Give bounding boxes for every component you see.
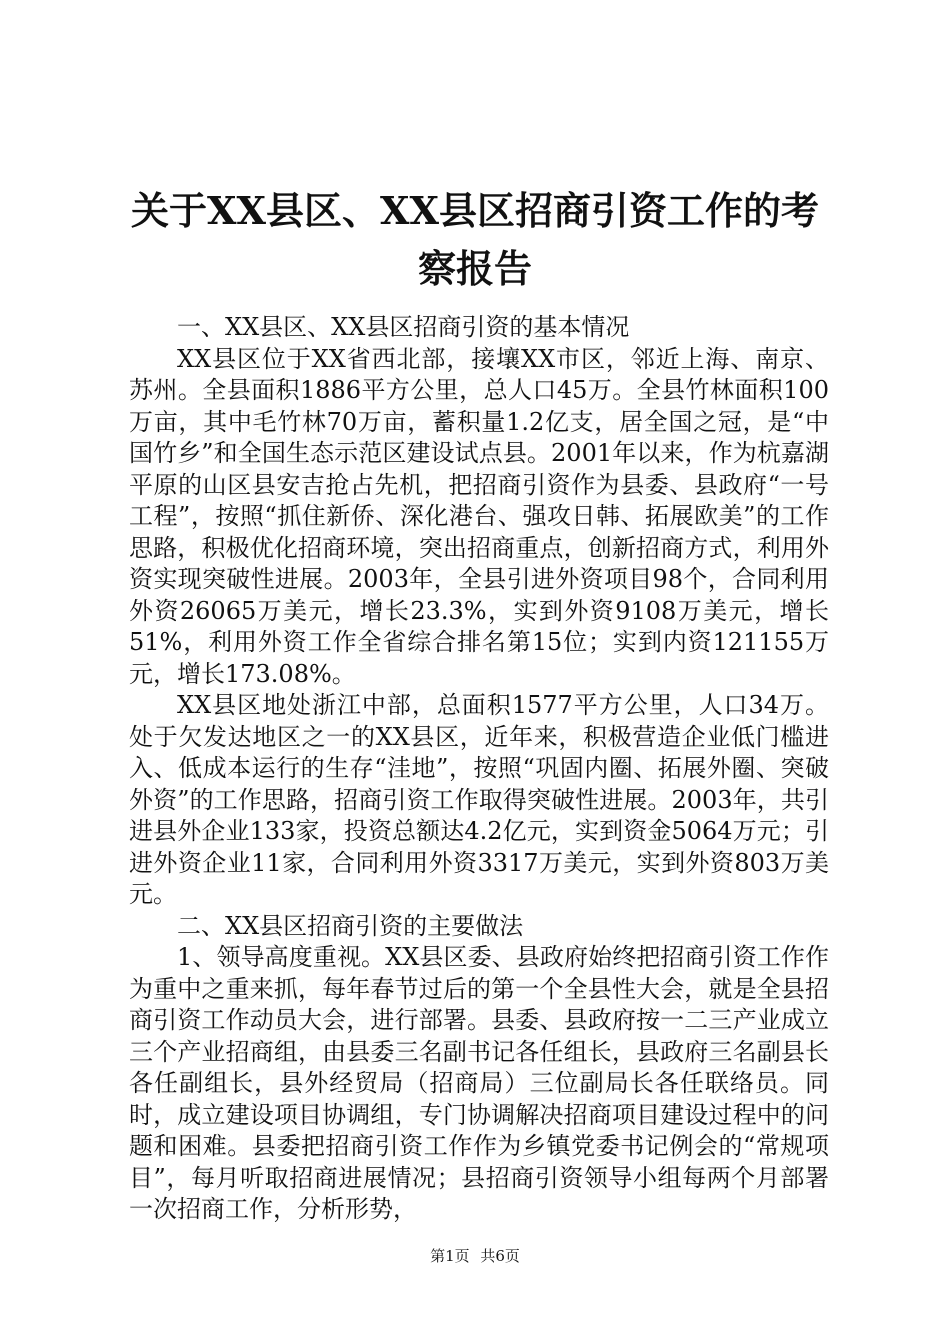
page-number: 第1页 xyxy=(430,1247,470,1265)
page-total: 共6页 xyxy=(480,1247,520,1265)
document-title: 关于XX县区、XX县区招商引资工作的考察报告 xyxy=(131,188,819,291)
section-heading-1: 一、XX县区、XX县区招商引资的基本情况 xyxy=(177,313,630,341)
paragraph-leadership: 1、领导高度重视。XX县区委、县政府始终把招商引资工作作为重中之重来抓，每年春节过后的第一个全县性大会，就是全县招商引资工作动员大会，进行部署。县委、县政府按一二三产业成立三个产业招商组，由县委三名副书记各任组长，县政府三名副县长各任副组长，县外经贸局（招商局）三位副局长各任联络员。同时，成立建设项目协调组，专门协调解决招商项目建设过程中的问题和困难。县委把招商引资工作作为乡镇党委书记例会的“常规项目”，每月听取招商进展情况；县招商引资领导小组每两个月部署一次招商工作，分析形势， xyxy=(129,943,829,1223)
paragraph-county-a: XX县区位于XX省西北部，接壤XX市区，邻近上海、南京、苏州。全县面积1886平方公里，总人口45万。全县竹林面积100万亩，其中毛竹林70万亩，蓄积量1.2亿支，居全国之冠，是“中国竹乡”和全国生态示范区建设试点县。2001年以来，作为杭嘉湖平原的山区县安吉抢占先机，把招商引资作为县委、县政府“一号工程”，按照“抓住新侨、深化港台、强攻日韩、拓展欧美”的工作思路，积极优化招商环境，突出招商重点，创新招商方式，利用外资实现突破性进展。2003年，全县引进外资项目98个，合同利用外资26065万美元，增长23.3%，实到外资9108万美元，增长51%，利用外资工作全省综合排名第15位；实到内资121155万元，增长173.08%。 xyxy=(129,344,829,688)
document-body xyxy=(129,312,829,1226)
page-footer xyxy=(0,1245,950,1266)
paragraph-county-b: XX县区地处浙江中部，总面积1577平方公里，人口34万。处于欠发达地区之一的XX县区，近年来，积极营造企业低门槛进入、低成本运行的生存“洼地”，按照“巩固内圈、拓展外圈、突破外资”的工作思路，招商引资工作取得突破性进展。2003年，共引进县外企业133家，投资总额达4.2亿元，实到资金5064万元；引进外资企业11家，合同利用外资3317万美元，实到外资803万美元。 xyxy=(129,691,829,908)
section-heading-2: 二、XX县区招商引资的主要做法 xyxy=(177,911,524,940)
